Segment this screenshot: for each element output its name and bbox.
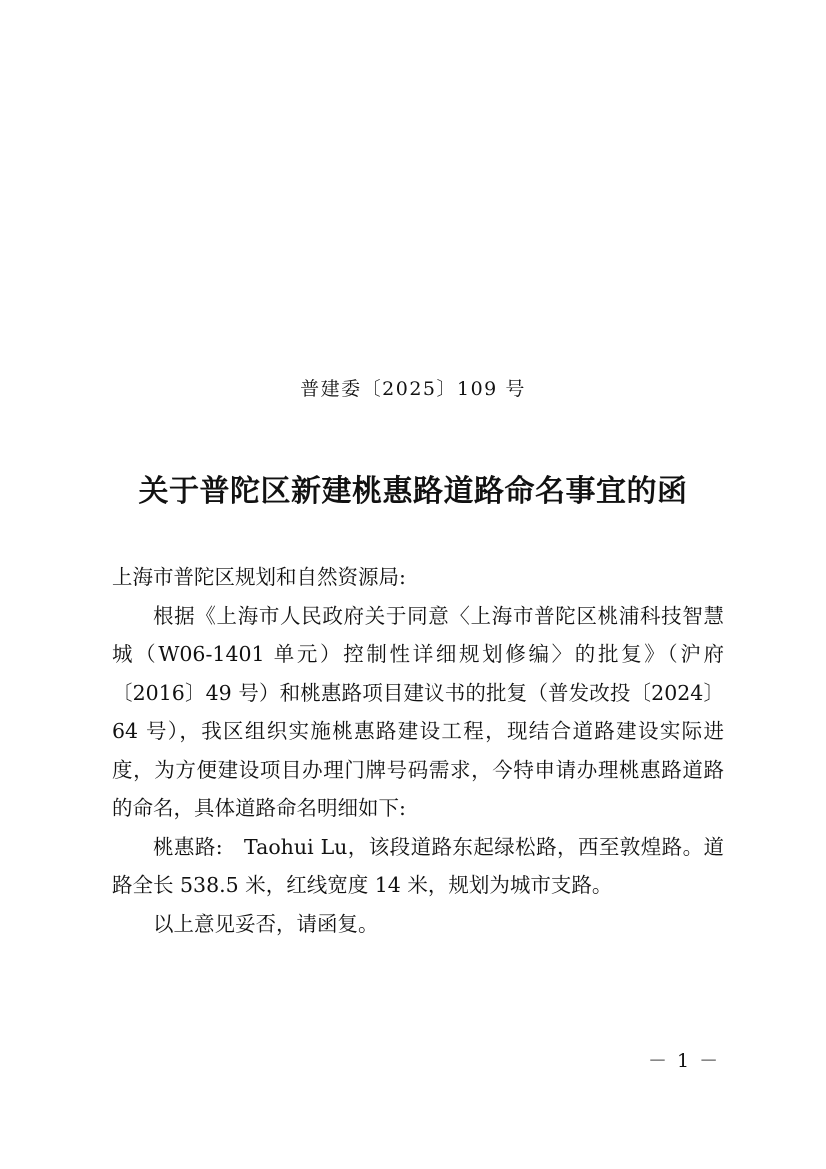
document-body [112, 558, 724, 943]
recipient-line: 上海市普陀区规划和自然资源局: [112, 565, 406, 589]
paragraph-basis: 根据《上海市人民政府关于同意〈上海市普陀区桃浦科技智慧城（W06-1401 单元）控制性详细规划修编〉的批复》（沪府〔2016〕49 号）和桃惠路项目建议书的批复（普发改投〔2024〕64 号），我区组织实施桃惠路建设工程，现结合道路建设实际进度，为方便建设项目办理门牌号码需求，今特申请办理桃惠路道路的命名，具体道路命名明细如下: [112, 603, 724, 820]
document-title: 关于普陀区新建桃惠路道路命名事宜的函 [138, 474, 688, 509]
document-number: 普建委〔2025〕109 号 [300, 378, 526, 400]
paragraph-closing: 以上意见妥否，请函复。 [153, 911, 379, 936]
page-number: － 1 － [648, 1050, 721, 1072]
paragraph-road-details: 桃惠路: Taohui Lu，该段道路东起绿松路，西至敦煌路。道路全长 538.5 米，红线宽度 14 米，规划为城市支路。 [112, 834, 724, 897]
